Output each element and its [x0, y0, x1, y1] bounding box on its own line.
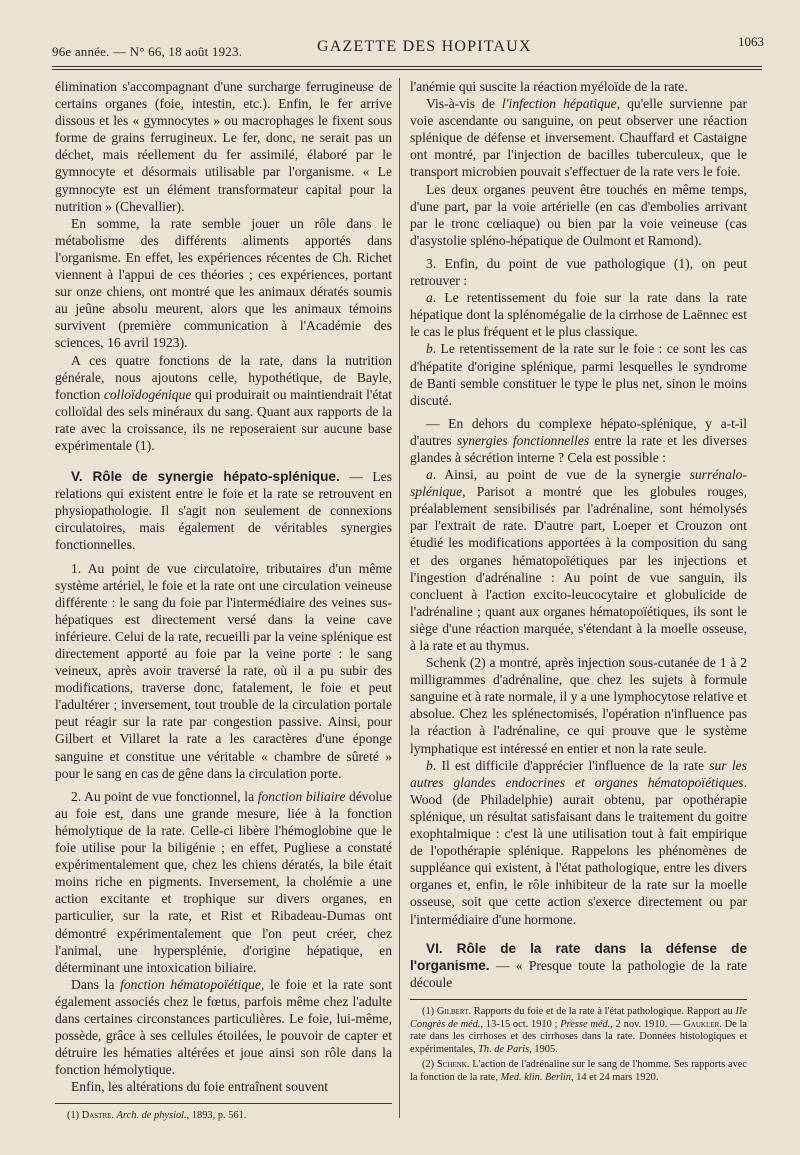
header-rule-2 — [52, 69, 762, 70]
section-vi: VI. Rôle de la rate dans la défense de l'organisme. — « Presque toute la pathologie de la rate découle — [410, 940, 747, 990]
section-v: V. Rôle de synergie hépato-splénique. — Les relations qui existent entre le foie et la rate se retrouvent en physiopathologie. Il s'agit non seulement de connexions circulatoires, mais également de véritables synergies fonctionnelles. — [55, 469, 392, 553]
paragraph: — En dehors du complexe hépato-splénique, y a-t-il d'autres synergies fonctionnelles entre la rate et les diverses glandes à sécrétion interne ? Cela est possible : — [410, 415, 748, 465]
paragraph: b. Le retentissement de la rate sur le foie : ce sont les cas d'hépatite d'origine splénique, parmi lesquelles le syndrome de Banti semble constituer le type le plus net, sinon le moins discuté. — [410, 341, 747, 408]
footnote: (1) Dastre. Arch. de physiol., 1893, p. 561. — [67, 1110, 247, 1122]
page-header — [52, 34, 764, 62]
paragraph: Dans la fonction hématopoïétique, le foie et la rate sont également associés chez le fœtus, parfois même chez l'adulte dans certaines circonstances particulières. Le foie, lui-même, possède, grâce à ses cellules étoilées, le pouvoir de capter et détruire les hématies altérées et joue ainsi son rôle dans la fonction hémolytique. — [55, 976, 393, 1078]
paragraph: l'anémie qui suscite la réaction myéloïde de la rate. — [410, 79, 688, 94]
footnotes — [55, 1110, 392, 1123]
paragraph: a. Ainsi, au point de vue de la synergie surrénalo-splénique, Parisot a montré que les globules rouges, préalablement sensibilisés par l'adrénaline, sont hémolysés par l'extrait de rate. D'autre part, Loeper et Crouzon ont étudié les modifications apportées à la composition du sang et des organes hématopoïétiques par les injections et l'ingestion d'adrénaline : Au point de vue sanguin, ils concluent à l'action excito-leucocytaire et globulicide de l'adrénaline ; quant aux organes hématopoïétiques, ils sont le siège d'une réaction marquée, s'étendant à la moelle osseuse, à la rate et au thymus. — [410, 467, 747, 653]
paragraph: b. Il est difficile d'apprécier l'influence de la rate sur les autres glandes endocrines et organes hématopoïétiques. Wood (de Philadelphie) aurait obtenu, par opothérapie splénique, un résultat satisfaisant dans le traitement du goitre exophtalmique : c'est là une utilisation tout à fait empirique de l'opothérapie splénique. Rappelons les phénomènes de suppléance qui existent, à l'état pathologique, entre les divers organes et, enfin, le rôle inhibiteur de la rate sur la moelle osseuse, soit que cette action s'exerce directement ou par l'intermédiaire d'une hormone. — [410, 757, 747, 927]
paragraph: 2. Au point de vue fonctionnel, la fonction biliaire dévolue au foie est, dans une grande mesure, liée à la fonction hémolytique de la rate. Celle-ci libère l'hémoglobine que le foie utilise pour la biligénie ; en effet, Pugliese a constaté expérimentalement que, chez les chiens dératés, la bile était moins riche en pigments. Inversement, la cholémie a une action excitante et trophique sur divers organes, en particulier, sur la rate, et Rist et Ribadeau-Dumas ont démontré expérimentalement que l'on peut créer, chez l'animal, une hypersplénie, d'origine hépatique, en déterminant une intoxication biliaire. — [55, 788, 392, 975]
paragraph: Enfin, les altérations du foie entraînent souvent — [71, 1079, 329, 1095]
section-title: VI. Rôle de la rate dans la défense de l'organisme. — [410, 940, 747, 973]
paragraph: 1. Au point de vue circulatoire, tributaires d'un même système artériel, le foie et la rate ont une circulation veineuse différente : le sang du foie par l'intermédiaire des veines sus-hépatiques est directement versé dans la veine cave inférieure. Celui de la rate, recueilli par la veine splénique est directement apporté au foie par la veine porte : le sang veineux, après avoir traversé la rate, où il a pu subir des modifications, traverse donc, fatalement, le foie et peut l'adultérer ; inversement, tout trouble de la circulation portale peut réagir sur la rate par congestion passive. Ainsi, pour Gilbert et Villaret la rate a les caractères d'une éponge sanguine et constitue une véritable « chambre de sûreté » pour le sang en cas de gêne dans la circulation porte. — [55, 560, 392, 781]
issue-info: 96e année. — N° 66, 18 août 1923. — [52, 44, 243, 59]
paragraph: A ces quatre fonctions de la rate, dans la nutrition générale, nous ajoutons celle, hypothétique, de Bayle, fonction colloïdogénique qui produirait ou maintiendrait l'état colloïdal des sels minéraux du sang. Quant aux rapports de la rate avec la croissance, ils ne reposeraient sur aucune base expérimentale (1). — [55, 352, 392, 453]
header-rule — [52, 66, 762, 67]
paragraph: Les deux organes peuvent être touchés en même temps, d'une part, par la voie artérielle (en cas d'embolies arrivant par le tronc cœliaque) ou bien par la voie veineuse (cas d'asystolie spléno-hépatique de Oulmont et Ramond). — [410, 181, 747, 248]
column-divider — [399, 78, 400, 1118]
journal-title: GAZETTE DES HOPITAUX — [317, 38, 532, 55]
footnote: (2) Schenk. L'action de l'adrénaline sur le sang de l'homme. Ses rapports avec la fonction de la rate, Med. klin. Berlin, 14 et 24 mars 1920. — [410, 1059, 747, 1083]
right-column — [410, 78, 747, 1087]
section-title: V. Rôle de synergie hépato-splénique. — [71, 469, 340, 485]
page-number: 1063 — [738, 34, 764, 49]
footnote-rule — [55, 1103, 392, 1104]
paragraph: Schenk (2) a montré, après injection sous-cutanée de 1 à 2 milligrammes d'adrénaline, que chez les sujets à formule sanguine et à rate normale, il y a une lymphocytose relative et absolue. Chez les splénectomisés, l'opération n'influence pas la réaction à l'adrénaline, ce qui prouve que le système lymphatique est intéressé en entier et non la rate seule. — [410, 655, 747, 756]
footnote: (1) Gilbert. Rapports du foie et de la rate à l'état pathologique. Rapport au IIe Congrès de méd., 13-15 oct. 1910 ; Presse méd., 2 nov. 1910. — Gaukler. De la rate dans les cirrhoses et des cirrhoses dans la rate. Données histologiques et expérimentales, Th. de Paris, 1905. — [410, 1005, 748, 1056]
paragraph: En somme, la rate semble jouer un rôle dans le métabolisme des différents aliments apportés dans l'organisme. En effet, les expériences récentes de Ch. Richet viennent à l'appui de ces théories ; ces expériences, portant sur onze chiens, ont montré que les animaux dératés soumis au jeûne absolu meurent, alors que les animaux témoins survivent (première communication à l'Académie des sciences, 16 avril 1923). — [55, 215, 392, 351]
left-column — [55, 78, 392, 1125]
paragraph: a. Le retentissement du foie sur la rate dans la rate hépatique dont la splénomégalie de la cirrhose de Laënnec est le cas le plus fréquent et le plus classique. — [410, 290, 747, 340]
footnote-rule — [410, 999, 747, 1000]
paragraph: 3. Enfin, du point de vue pathologique (1), on peut retrouver : — [410, 255, 747, 289]
paragraph: Vis-à-vis de l'infection hépatique, qu'elle survienne par voie ascendante ou sanguine, on peut observer une réaction splénique de défense et inversement. Chauffard et Castaigne ont montré, par l'injection de bacilles tuberculeux, que le transport microbien pouvait s'effectuer de la rate vers le foie. — [410, 96, 747, 180]
footnotes — [410, 1006, 747, 1085]
paragraph: élimination s'accompagnant d'une surcharge ferrugineuse de certains organes (foie, intestin, etc.). Enfin, le fer arrive dissous et les « gymnocytes » ou macrophages le fixent sous forme de grains ferrugineux. Le fer, donc, ne serait pas un déchet, mais réellement du fer assimilé, élaboré par le gymnocyte et désormais utilisable par l'organisme. « Le gymnocyte est un élément transformateur capital pour la nutrition » (Chevallier). — [55, 79, 392, 214]
